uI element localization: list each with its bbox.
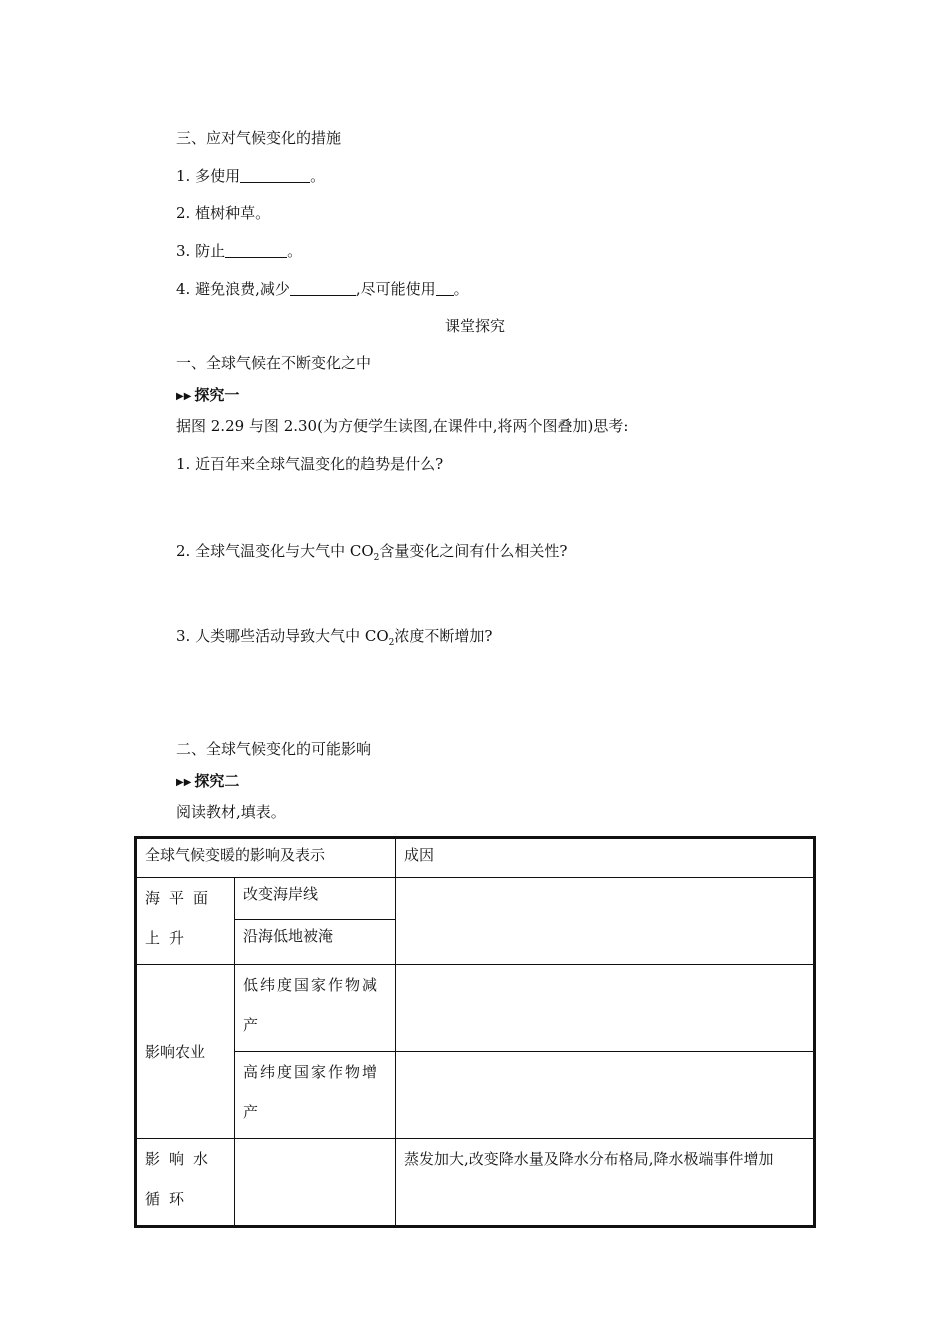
section1-heading: 一、全球气候在不断变化之中 xyxy=(176,354,372,372)
section2-instruction: 阅读教材,填表。 xyxy=(176,803,286,821)
measure-item-3-prefix: 3. 防止 xyxy=(176,242,226,260)
measure-item-1-suffix: 。 xyxy=(310,167,326,185)
answer-cell-sea-level[interactable] xyxy=(396,878,815,965)
fill-blank[interactable] xyxy=(225,242,287,258)
question-3-suffix: 浓度不断增加? xyxy=(394,627,493,645)
measure-item-2: 2. 植树种草。 xyxy=(176,204,271,222)
double-arrow-icon: ▶▶ xyxy=(176,777,192,788)
question-3-subscript: 2 xyxy=(388,638,395,648)
section2-heading: 二、全球气候变化的可能影响 xyxy=(176,740,372,758)
class-inquiry-title: 课堂探究 xyxy=(444,317,505,335)
explore-label-1-text: 探究一 xyxy=(194,386,240,404)
cell-lowland: 沿海低地被淹 xyxy=(235,920,396,965)
question-3-prefix: 3. 人类哪些活动导致大气中 CO xyxy=(176,627,389,645)
question-3 xyxy=(176,626,492,653)
question-2 xyxy=(176,541,567,568)
cell-agriculture: 影响农业 xyxy=(136,965,235,1139)
question-2-subscript: 2 xyxy=(373,553,380,563)
answer-cell-water-cycle[interactable] xyxy=(235,1139,396,1227)
answer-cell-low-latitude[interactable] xyxy=(396,965,815,1052)
measure-item-1-prefix: 1. 多使用 xyxy=(176,167,241,185)
fill-blank[interactable] xyxy=(290,280,356,296)
measure-item-4-mid: ,尽可能使用 xyxy=(355,280,436,298)
table-row xyxy=(136,1052,815,1139)
table-header-impact: 全球气候变暖的影响及表示 xyxy=(136,838,396,878)
cell-water-cause: 蒸发加大,改变降水量及降水分布格局,降水极端事件增加 xyxy=(396,1139,815,1227)
table-row xyxy=(136,965,815,1052)
cell-high-latitude: 高纬度国家作物增产 xyxy=(235,1052,396,1139)
table-header-cause: 成因 xyxy=(396,838,815,878)
explore-label-1 xyxy=(176,385,239,407)
fill-blank[interactable] xyxy=(436,280,454,296)
double-arrow-icon: ▶▶ xyxy=(176,391,192,402)
question-1: 1. 近百年来全球气温变化的趋势是什么? xyxy=(176,455,444,473)
explore-label-2 xyxy=(176,771,239,793)
measure-item-3 xyxy=(176,241,302,261)
fill-blank[interactable] xyxy=(240,167,310,183)
measure-item-3-suffix: 。 xyxy=(287,242,303,260)
measure-item-4-suffix: 。 xyxy=(453,280,469,298)
impact-table xyxy=(134,836,816,1228)
measure-item-4-prefix: 4. 避免浪费,减少 xyxy=(176,280,290,298)
measure-item-4 xyxy=(176,279,469,299)
cell-coastline: 改变海岸线 xyxy=(235,878,396,920)
explore-label-2-text: 探究二 xyxy=(194,772,240,790)
measures-heading: 三、应对气候变化的措施 xyxy=(176,129,342,147)
section1-intro: 据图 2.29 与图 2.30(为方便学生读图,在课件中,将两个图叠加)思考: xyxy=(176,417,629,435)
measure-item-1 xyxy=(176,166,325,186)
cell-sea-level: 海平面上升 xyxy=(136,878,235,965)
cell-low-latitude: 低纬度国家作物减产 xyxy=(235,965,396,1052)
table-header-row xyxy=(136,838,815,878)
cell-water-cycle: 影响水循环 xyxy=(136,1139,235,1227)
table-row xyxy=(136,1139,815,1227)
question-2-prefix: 2. 全球气温变化与大气中 CO xyxy=(176,542,374,560)
table-row xyxy=(136,878,815,920)
answer-cell-high-latitude[interactable] xyxy=(396,1052,815,1139)
question-2-suffix: 含量变化之间有什么相关性? xyxy=(379,542,568,560)
